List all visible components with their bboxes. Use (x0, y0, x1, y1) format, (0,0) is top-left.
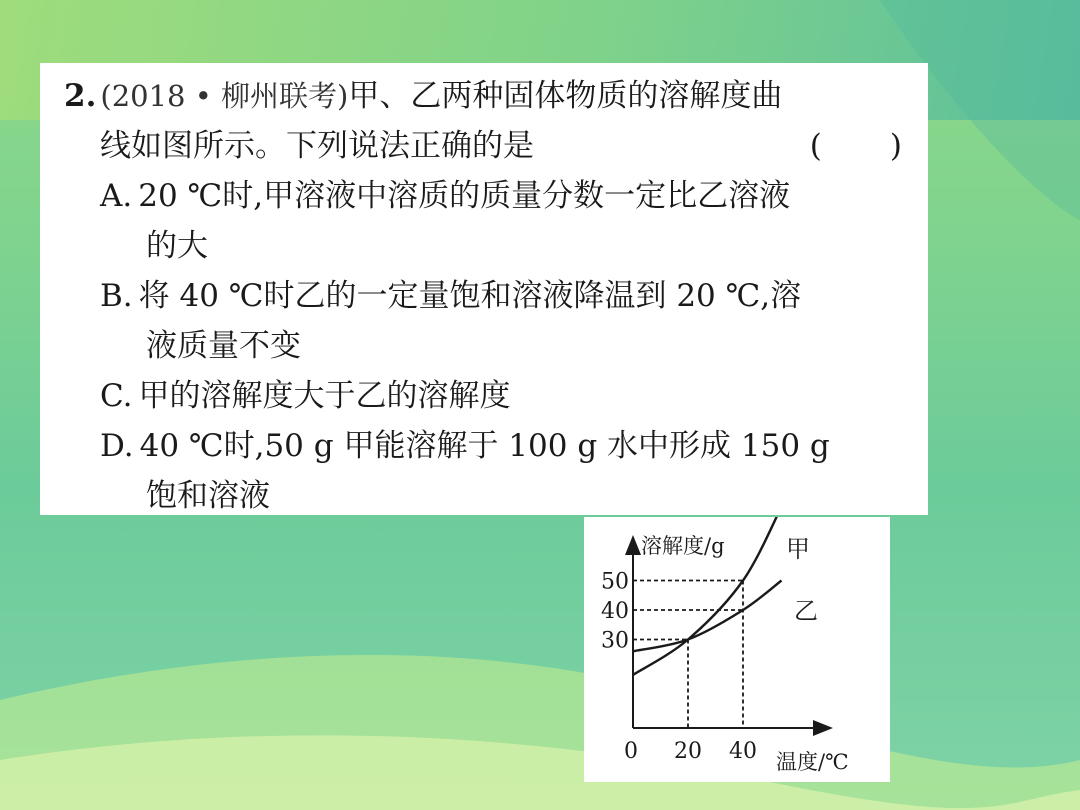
option-text: 将 40 ℃时乙的一定量饱和溶液降温到 20 ℃,溶 (138, 278, 802, 314)
question-stem-line-2 (64, 121, 908, 171)
option-letter: D. (100, 428, 134, 464)
option-c (64, 371, 908, 421)
question-card (40, 63, 928, 515)
series-label-jia: 甲 (786, 535, 810, 563)
question-number: 2. (64, 78, 97, 114)
y-tick-label: 50 (601, 569, 629, 595)
option-text: 饱和溶液 (146, 478, 270, 514)
option-text: 甲的溶解度大于乙的溶解度 (138, 378, 511, 414)
option-b-continuation (64, 321, 908, 371)
tick-labels (601, 570, 757, 765)
option-d (64, 421, 908, 471)
option-letter: C. (100, 378, 133, 414)
question-stem-line-1 (64, 71, 908, 121)
series-label-yi: 乙 (794, 597, 818, 625)
y-tick-label: 30 (601, 628, 629, 654)
x-tick-label: 20 (674, 739, 702, 764)
option-text: 40 ℃时,50 g 甲能溶解于 100 g 水中形成 150 g (139, 428, 830, 464)
question-source: (2018 • 柳州联考) (100, 79, 349, 113)
option-letter: B. (100, 278, 133, 314)
option-a (64, 171, 908, 221)
option-b (64, 271, 908, 321)
y-tick-label: 40 (601, 599, 629, 624)
x-tick-label: 0 (624, 739, 638, 764)
option-text: 20 ℃时,甲溶液中溶质的质量分数一定比乙溶液 (138, 178, 791, 214)
x-axis-label: 温度/℃ (776, 750, 849, 774)
question-stem-part-2: 线如图所示。下列说法正确的是 (100, 128, 534, 164)
option-letter: A. (100, 178, 133, 214)
y-axis-label: 溶解度/g (641, 534, 725, 558)
option-text: 液质量不变 (146, 328, 301, 364)
solubility-graph (584, 517, 890, 782)
option-d-continuation (64, 471, 908, 521)
answer-blank: ( ) (809, 128, 904, 164)
curve-yi (633, 581, 782, 652)
option-a-continuation (64, 221, 908, 271)
question-stem-part-1: 甲、乙两种固体物质的溶解度曲 (348, 78, 783, 114)
option-text: 的大 (146, 228, 208, 264)
x-tick-label: 40 (729, 739, 757, 764)
solubility-chart-svg (584, 517, 890, 782)
